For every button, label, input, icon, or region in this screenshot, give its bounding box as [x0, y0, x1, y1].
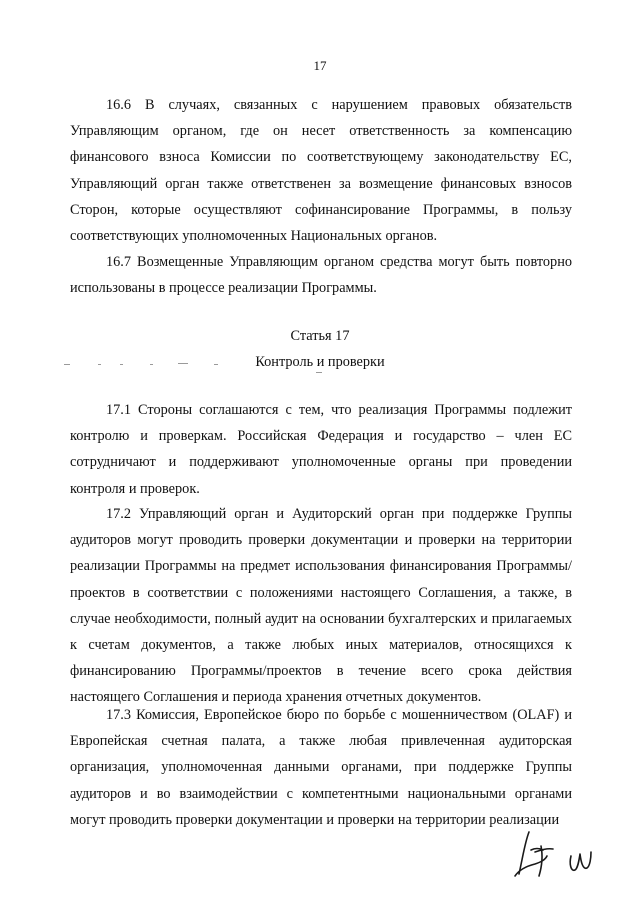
paragraph-16-6: 16.6 В случаях, связанных с нарушением правовых обязательств Управляющим органом, где он несет ответственность за компенсацию финансового взноса Комиссии по соответствующему законодательству ЕС, Управляющий орган также ответственен за возмещение финансовых взносов Сторон, которые осуществляют софинансирование Программы, в пользу соответствующих уполномоченных Национальных органов. — [70, 97, 572, 245]
paragraph-16-7: 16.7 Возмещенные Управляющим органом средства могут быть повторно использованы в процессе реализации Программы. — [70, 254, 572, 297]
scan-artifact — [150, 364, 153, 365]
scan-artifact — [64, 364, 70, 365]
scan-artifact — [214, 364, 218, 365]
article-subtitle: Контроль и проверки — [255, 354, 385, 370]
scan-artifact — [178, 363, 188, 364]
page-number: 17 — [313, 58, 327, 73]
scan-artifact — [120, 364, 123, 365]
paragraph-17-3: 17.3 Комиссия, Европейское бюро по борьбе с мошенничеством (OLAF) и Европейская счетная палата, а также любая привлеченная аудиторская организация, уполномоченная данными органами, при поддержке Группы аудиторов и во взаимодействии с компетентными национальными органами могут проводить проверки документации и проверки на территории реализации — [70, 707, 572, 828]
article-title: Статья 17 — [290, 328, 350, 344]
handwritten-signature — [505, 826, 625, 886]
scan-artifact — [316, 372, 322, 373]
paragraph-17-2: 17.2 Управляющий орган и Аудиторский орган при поддержке Группы аудиторов могут проводить проверки документации и проверки на территории реализации Программы на предмет использования финансирования Программы/проектов в соответствии с положениями настоящего Соглашения, а также, в случае необходимости, полный аудит на основании бухгалтерских и прилагаемых к счетам документов, а также любых иных материалов, относящихся к финансированию Программы/проектов в течение всего срока действия настоящего Соглашения и периода хранения отчетных документов. — [70, 506, 572, 706]
scan-artifact — [98, 364, 101, 365]
paragraph-17-1: 17.1 Стороны соглашаются с тем, что реализация Программы подлежит контролю и проверкам. Российская Федерация и государство – член ЕС сотрудничают и поддерживают уполномоченные органы при проведении контроля и проверок. — [70, 402, 572, 497]
